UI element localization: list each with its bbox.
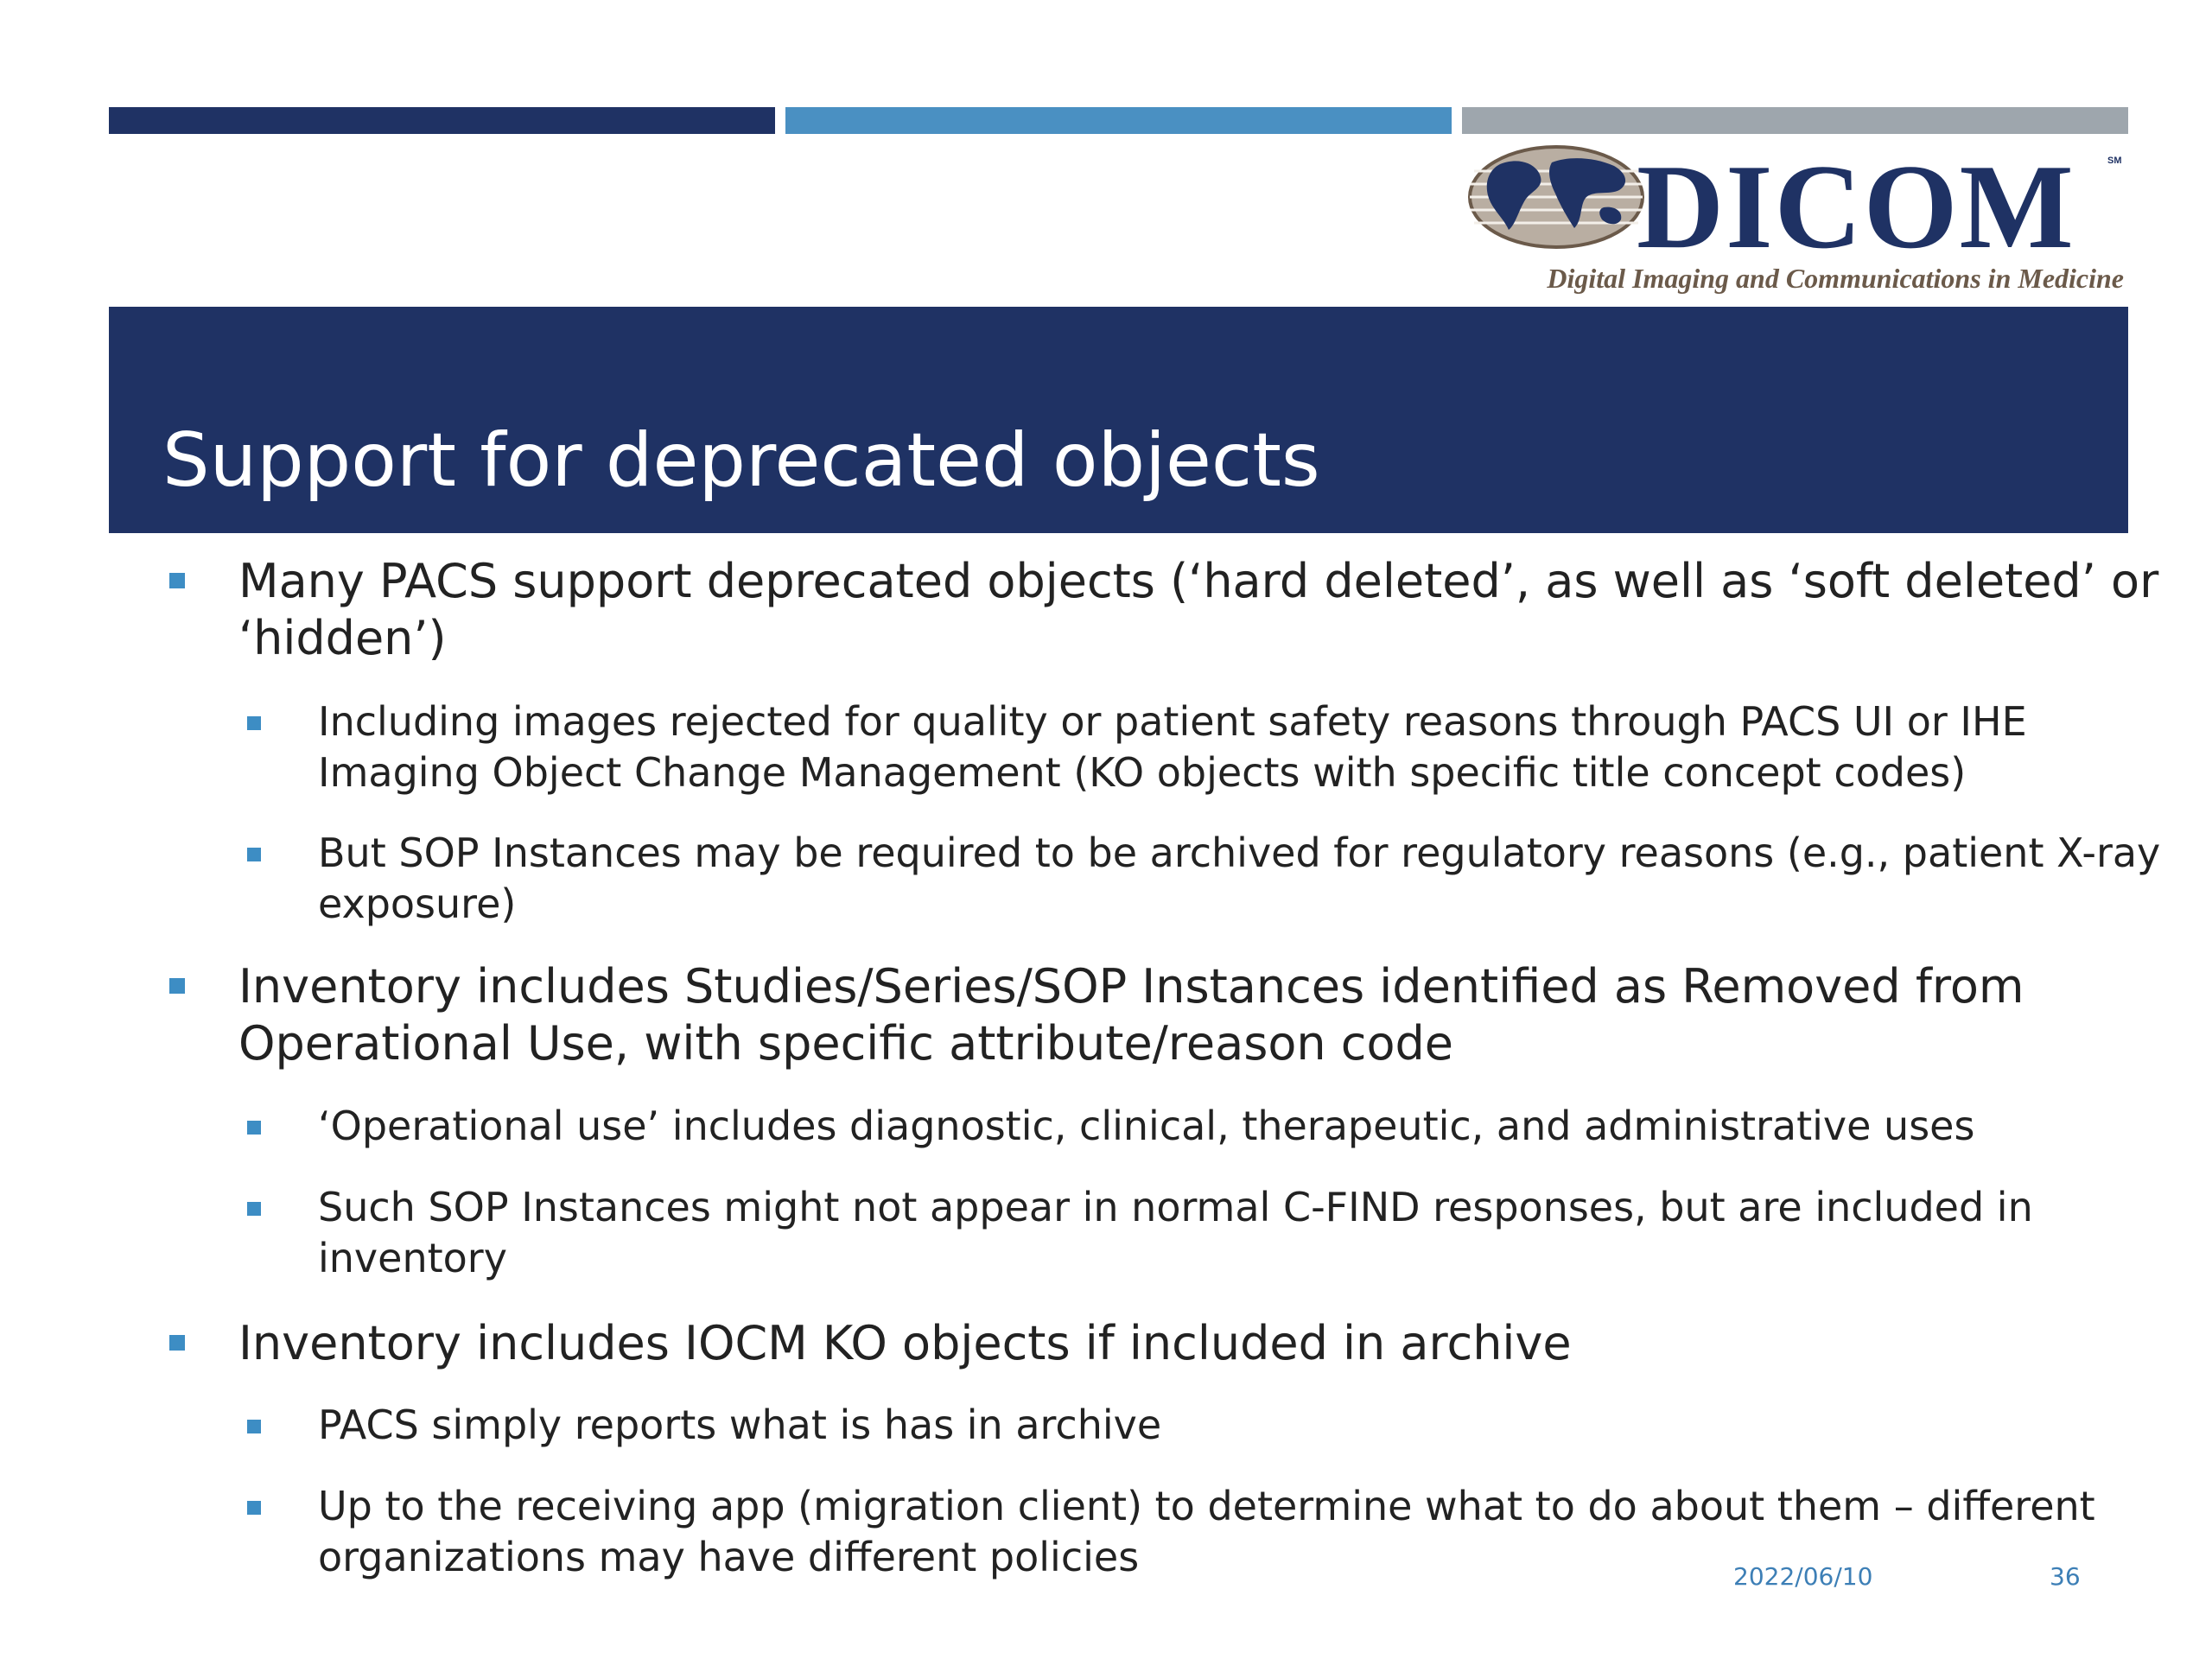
sub-bullet-marker xyxy=(247,1202,261,1216)
bullet-line: ‘hidden’) xyxy=(238,611,447,665)
slide-title: Support for deprecated objects xyxy=(162,417,1320,504)
sub-bullet-line: organizations may have different policies xyxy=(318,1534,1140,1580)
title-band xyxy=(109,307,2128,533)
sub-bullet-line: ‘Operational use’ includes diagnostic, clinical, therapeutic, and administrative uses xyxy=(318,1103,1975,1149)
sub-bullet-line: inventory xyxy=(318,1235,507,1281)
sub-bullet-text xyxy=(318,1101,1974,1152)
bullet-text xyxy=(238,553,2158,667)
sub-bullet-line: exposure) xyxy=(318,880,517,927)
dicom-wordmark: DICOM xyxy=(1637,140,2075,274)
header-bar-blue xyxy=(785,107,1452,134)
sub-bullet-marker xyxy=(247,1501,261,1515)
bullet-marker xyxy=(169,1335,185,1351)
footer-date: 2022/06/10 xyxy=(1733,1562,1873,1591)
dicom-logo xyxy=(1465,140,2127,301)
sub-bullet-text xyxy=(318,828,2160,930)
sub-bullet-line: Imaging Object Change Management (KO objects with specific title concept codes) xyxy=(318,749,1967,796)
bullet-line: Many PACS support deprecated objects (‘hard deleted’, as well as ‘soft deleted’ or xyxy=(238,554,2159,608)
sub-bullet-marker xyxy=(247,716,261,730)
sub-bullet-marker xyxy=(247,1121,261,1135)
sub-bullet-text xyxy=(318,696,2027,798)
sub-bullet-marker xyxy=(247,1420,261,1433)
sub-bullet-line: Up to the receiving app (migration client) to determine what to do about them – different xyxy=(318,1483,2095,1529)
bullet-text xyxy=(238,958,2024,1072)
bullet-line: Inventory includes IOCM KO objects if included in archive xyxy=(238,1316,1572,1370)
bullet-line: Operational Use, with specific attribute/reason code xyxy=(238,1016,1453,1071)
sub-bullet-line: Including images rejected for quality or patient safety reasons through PACS UI or IHE xyxy=(318,698,2027,745)
globe-icon xyxy=(1465,145,1647,257)
bullet-marker xyxy=(169,978,185,994)
logo-tagline: Digital Imaging and Communications in Medicine xyxy=(1547,263,2124,294)
page-number: 36 xyxy=(2050,1562,2081,1591)
sub-bullet-line: Such SOP Instances might not appear in normal C-FIND responses, but are included in xyxy=(318,1184,2033,1230)
sub-bullet-text xyxy=(318,1400,1161,1451)
sub-bullet-marker xyxy=(247,848,261,861)
sub-bullet-text xyxy=(318,1182,2033,1284)
bullet-marker xyxy=(169,573,185,588)
header-bar-navy xyxy=(109,107,775,134)
sub-bullet-line: But SOP Instances may be required to be archived for regulatory reasons (e.g., patient X-ray xyxy=(318,830,2161,876)
sub-bullet-line: PACS simply reports what is has in archive xyxy=(318,1402,1162,1448)
header-bar-gray xyxy=(1462,107,2128,134)
bullet-text xyxy=(238,1315,1572,1372)
service-mark: SM xyxy=(2107,156,2122,166)
bullet-line: Inventory includes Studies/Series/SOP Instances identified as Removed from xyxy=(238,959,2024,1014)
